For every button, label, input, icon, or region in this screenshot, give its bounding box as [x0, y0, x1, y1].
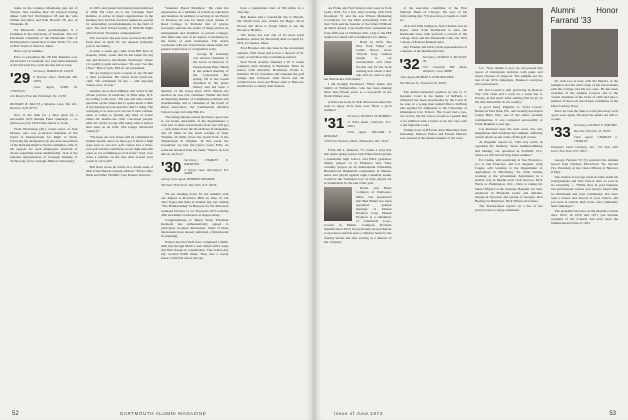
class-header-30	[161, 159, 229, 190]
paragraph: A letter a week ago came from Bill Kerr in Sequoia, Wash., states that he has taken the big step and moved to the Pueblo Northwest "where it is reality is quiet and serene." He says "we like it fine." Best of luck, Bill, in our retirement.	[85, 49, 153, 70]
paragraph: Al Ziegeller reports in, "still very active in operating my business, Texas Alumina-Mining and Mining, our operation in Fairfield, N.J., where we will have Irving Jones' number."	[475, 140, 543, 157]
paragraph: are Frank and Fred Watson who were in from Lyme, N.H., for a few days recently with Fred Kessinger '31 and his son Wilson Marketing Coordinator for the Mail Advertising Club of New York and the founder of the famed Wilmont ad Merit Award. Last month Ken completed his forty-fifth year at Wilmont with a trip to the Hill Studios for lunch and to Kimberly's for dinner.	[324, 6, 392, 39]
paragraph: The Twenty-three reports on a few of the several ways to enjoy retirement.	[475, 204, 543, 213]
paragraph: home in the Catalina Mountains just out of Tucson. One evening they all enjoyed having dinner with Sid Worthington '28 and his wife Wilma and Alice and Paul Howell '28, also in Winnetka, Ill.	[10, 6, 78, 27]
portrait-photo	[324, 41, 352, 75]
secretary-name: Secretary, GEORGE S. MCLEAN, JR.	[422, 56, 467, 64]
paragraph: Robin and Hazel Compton of Pentwater, Mich., has announced that Bud Finkel has been appointed general manager of Mound Products Corp. Mound Products is a subsidiary of Chemicals Corp., located in Miami. Compton Products manufactured 1972, he previously served Denver Corporation and has been a division head for the Stanley Works and after serving as a director of the company.	[324, 186, 392, 244]
paragraph: George Farrand '33 (5) received the Alumni Award from Norman McCulloch '36, Second Vice President of the Class Officers at Hanover in May.	[550, 157, 618, 174]
class-agent-address: Thompson Land Company, Inc., 155 East 44th Street, New York, N.Y. 10017	[550, 144, 618, 153]
paragraph: From Harrisburg (Pa.) comes news of Jack Mosser, who was re-elected chairman of the board of Pennsylvania for Right to Work, following his designation by the state association of the National Right to Work Committee. One of his support for such employees' freedom of choice regarding union membership. Jack is the national representative of Carnegie Institute of Technology (now Carnegie Mellon University).	[10, 126, 78, 164]
paragraph: A good many Pilgrims to "Gold Lavoit" Homes in Fern Park, Fla., and recently developed Laurel Hills, Erie, one of the state's prettiest communities. It was convened successfully at Johns Hopkins a year ago.	[475, 105, 543, 126]
secretary-address: Box 302, Norwich, Vt. 05055	[573, 129, 611, 134]
paragraph: Since he took the time to write (the best), we'll report soon again. We hope the letters are still to be sent.	[550, 108, 618, 122]
paragraph: Fred Bronner who has been in the investment business, Wall Street and is now a director of St. Louis, would show like a retirement natural.	[236, 46, 304, 59]
secretary-address: 330 Grasshill Hill Road, Westport, Conn. 06880	[422, 65, 467, 74]
paragraph: Back in 1976, The New York Times' ad Luther Bacon wrote "Wyvile Gray ordered people to cut carbohydrate and other fat-rich and for his book nothing new about a new unit and we used to play the Nutcracker in Portland."	[324, 39, 392, 81]
paragraph: Ed Clarke, still practicing in San Francisco, Ca. is San Francisco and Los Angeles. John Cappio still working at the Department of Agriculture in Harrisburg, Pa. Dick Jordan, working at the government department in a sizable way in middle level civil services. Dick Ferris in Washington, D.C., Dick is taking his Senior Physics at the Veterans Hospital. Dr. Karl Anderson in Elizabeth writes and remains, though in Syracuse and sprang of Georgia, Don Buckley in Baltimore, Dick Wilson and others.	[475, 157, 543, 203]
page-footer: DARTMOUTH ALUMNI MAGAZINE	[120, 411, 207, 416]
paragraph: Now is the time for a final push for a successful 1974 Alumni Fund campaign — so please put your 1974 Fund dollars to work.	[10, 113, 78, 126]
right-column-1	[324, 6, 392, 404]
class-agent-2: RICHARD H. BALCH, 4 Meadow Lane, Box 491, Hanover, N.H. 03755	[10, 102, 78, 111]
left-column-4	[237, 6, 305, 404]
class-agent: Class Agent, JOHN M. COSTELLO	[10, 84, 78, 93]
class-agent-address: 2709 East Newberry Blvd., Milwaukee, Wis. 53211	[324, 139, 389, 144]
class-header-29	[10, 70, 78, 101]
left-column-1	[10, 6, 78, 404]
paragraph: Tommy Lear, Jeff Evans, Pete Hanrahan, Kent Alexander, Marlow Walter and Everett Marrero were present at the annual banquet of the class.	[399, 127, 467, 141]
class-year: '32	[399, 56, 420, 74]
paragraph: From Jim L. Ransom, '73, comes a story that this entire spring season Jack Ennis David grades a handsome high school, and Bill's grandson, Shelly, played on at Fireplace Wet. They certainly played on an international Friendship Brotherhood Basketball tournament in Buenos Aires and played against eight Canadian teams. Could be the 'Southport boy' as have played out in Saddleback by the end of the year.	[324, 148, 392, 186]
class-agent-address: 330 East 33rd Street, New York, N.Y. 10016	[161, 183, 217, 188]
paragraph: Another one is Karl Phillips, still active in the private practice of medicine, in West Islip, N.Y. According to his note, "I'm one and only cardiac specialist on the island has to spend about a little of my hearing-in-your-practice. Ain't a thing. The belonging is so dead you can see it with a kitten, when it comes to getting any kind of action where the health-care chart concerned people. After all, what's wrong with being what it knows there here as an LDC (the longer developed country)?"	[85, 88, 153, 134]
class-year: '31	[324, 114, 345, 132]
secretary-name: Secretary, RUSSELL H. BOBBITT	[347, 114, 392, 118]
portrait-photo	[324, 187, 352, 221]
page-footer: Issue of June 1974	[334, 411, 383, 416]
paragraph: of the executive committee of the First National Bank of Chicago. He says of his forthcoming trip: "I'll also have to hustle to catch up."	[399, 6, 467, 23]
paragraph: Evelyn and Ted Wolf have completed a 9000-mile trip through Mexico and visited with Louise and Bob Keene in Guadalajara. The twelve-day trip covered 8,000 miles. They also a lovely house 2,200 feet above the city.	[161, 239, 229, 260]
paragraph: A little late is his in. Bob Mason has asked the state to enjoy more than ever. Have a good summer!	[324, 99, 392, 112]
class-agent: Class Agent, WILLIAM E. REDDIAN	[324, 129, 392, 138]
paragraph: have a tremendous view of 300 miles on a clear day.	[236, 6, 304, 15]
paragraph: I am thought Ferdinand "Wild" Kuhn and family of Wilbertsville, who has been making more than fifteen years as a non-profit in the North Walsey area.	[324, 82, 392, 99]
class-year: '33	[550, 124, 571, 142]
paragraph: George H. Kennedy was elected chairman of the board of directors of Pennsylvania Blue Shield at the annual meeting of the corporation this spring. He is the fourth chairman in the plan's history and has been a member of the board since 1955. Before his election he was vice chairman. Wilbur has held an imposing number of community positions and chairmanships and is chairman of the board of Dunn Associates, the Cumberland Medical School Group in Camp Hill, Pa.	[161, 52, 229, 114]
secretary-name: Secretary, GEORGE F. STROHM	[573, 124, 617, 128]
paragraph: The citation to George reads in some detail his undergraduate and Yale School days as well as his versatility — "While busy in your business and professional careers you always found time for Dartmouth and your community. You have been a trustee and deacon of your church, and you were in church. Red Cross, and community fund campaigns."	[550, 175, 618, 208]
class-agent-address: 302 Monroe St., Evanston, Ill. 60202	[399, 80, 447, 85]
secretary-name: Secretary, HAROLD H. LEICH	[33, 69, 74, 73]
class-agent-address: 222 Bowery Pine Rd. Pittsburgh, Pa. 15238	[10, 94, 66, 99]
paragraph: "We hope our new house will be completed in another month, since we have got it fixed, a high slope next to our new golf course and a three-hole golf and the Caribbean on our right and with water so we swimming pool in front." Karl, how about a reunion on the new tiles around your pouch in our bond?	[85, 134, 153, 164]
paragraph: in 1925, and joined the Pennsylvania Railroad in 1926. He went on to the Carnegie Steel Institute, is active in many organizations in the Reading area and has received numerous awards for outstanding accomplishments in the field of labor. The Jack School faculty of 1929-30 might still tell about "Incentive compensation?"	[85, 6, 153, 35]
paragraph: Bill Irwin wrote an article in a recent issue of Ohio Farm Bureau Journal entitled, "Fewer Ohio Birds and Other Wildlife" (see Feature Section).	[85, 164, 153, 177]
page-number: 53	[609, 411, 616, 417]
award-photo	[551, 29, 619, 77]
paragraph: The spring-release season has been a good one at our home, mid-plane of the Roadrunners. I took part in three seven-bucks races (we will go) — nine miles down the Nook River in sheepskin, and 20 miles in the north reaches of West Virginia. 20 miles down the South Fork of the Shenandoah in Virginia. In this event the Greenbrier we had fun below Great Falls. As someone shouted from the bank, "There's no fool like an old fool."	[161, 114, 229, 156]
paragraph: fol... Now, thanks to you, we can present this report of Indonesian holidays with gains and newer releases of adaptors. The samples are the last of our 1974 campaigns. Thanks to everyone who participated.	[475, 66, 543, 87]
paragraph: Ed Maxwell's oldest granddaughter is a freshman at the University of Vermont. The Job Placement Chairman of the Dartmouth Club of Northwestern Connecticut is Ken Travis '57, son of Bob Travis of Newton, Mass.	[10, 27, 78, 49]
class-agent: Acting Class Agent, HERBERT MESSIER	[161, 177, 215, 182]
group-photo	[475, 8, 543, 64]
paragraph: Ray Frankel and Dick Curtis represented us at a reunion of the Dartmouth Club.	[399, 45, 467, 54]
class-year: '29	[10, 69, 31, 87]
paragraph: The multi-continental position by the U. S. Supreme Court in the matter of DeFunis v. Odegaard has been propounded by the Court in the case of a young man named Marco DeFunis who applied for admission to the University of Washington Law School. The Court had a pre-law record, but the school would not permit him to be admitted with a better score, his case went to the Supreme Court.	[399, 89, 467, 127]
class-agent: Class Agent, ROBERT S. SCHUMACHER	[399, 75, 454, 80]
secretary-address: 3 Jennys Lane, Barrington, R.I. 02806	[184, 167, 229, 176]
paragraph: Stan Wood recently attended a W. T. Grant Company sales meeting in Bermuda. There he visited with Dorothea Hochstadt, Frank L. Vollmers '30 for Dorothea and attended the golf outings that followed. John Wood and his brother-in-law. Stan and Honor went to Hanover, and Bouvier to satisfy their interest.	[236, 59, 304, 89]
article-banner: Alumni Honor Farrand '33	[550, 6, 618, 25]
class-header-33	[551, 124, 619, 155]
paragraph: Jack and Ellie Sampson, Stan Thomas and Al Taylor came from Dartmouth to hear the Dartmouth Glee Club perform a concert of the College choir and the Dartmouth Club, the 1974 College of Eastern Pennsylvania.	[399, 23, 467, 44]
paragraph: Dr. Jack Lee is busy with the Physics of the Arlington and the wide range of his involvement with the College and his two sons. He has been president of the Alumni Council and is the current chairman of the Class of 1933 and also a member of the local association committee of the Third Century Fund.	[550, 79, 618, 108]
page-number: 52	[12, 411, 19, 417]
paragraph: We are winding down for the summer with our dinners at Pocantico Hills on June 15, but don't forget that there is another big one coming "The Homecoming" in Hanover for the Princeton weekend October 11-12. Then into 1975 with the 45th Academic Conference at Aspen Jersey.	[161, 192, 229, 217]
paragraph: Volunteer Board Members." He cited his experiences as a member of boards in education and business. In addition to serving on our Board of Trustees, he was for many years trustee of Reed College in Portland and of private secondary schools, the author of many articles on management and members of private colleges, who must take care of all aspects of planning for the future of each institution. The article concluded with his observations made under the general supervision of a legislative body.	[161, 6, 229, 51]
paragraph: Prior to preceding the '28 Fall Reunion over the October 12 weekend, two class mini-reunions at the Norwich Inn, write the line before long.	[10, 54, 78, 67]
class-year: '30	[161, 158, 182, 176]
paragraph: The Glass has lost one of its most loyal members. Arthur M. Browning died on April 21, 1974, in Chelsea, Mass.	[236, 32, 304, 46]
paragraph: Bob Keene had a wonderful trip to Hawaii. The Worth have also visited Joe Heger '30 in Tucson and drove to Green Valley to see the Woodrow Holmes.	[236, 15, 304, 32]
right-column-4	[551, 6, 619, 404]
left-column-2	[86, 6, 154, 404]
class-header-31	[324, 115, 392, 146]
secretary-name: Secretary, CHARLEY E. RAYMOND	[184, 158, 229, 166]
class-header-32	[400, 56, 468, 87]
paragraph: Dr. Nat Lowell is still practicing in Boston: "my wife Janet and I went on a week trip to Europe, in this April. After retiring first we go on the ship Maastricht in our country."	[475, 87, 543, 104]
paragraph: Congratulations to Henry Stein, President Kennedy has enthusiastically agreed to participate in panel discussions. Some of these discussions have already indicated a firm interest in attending.	[161, 217, 229, 239]
paragraph: We are hoping to have a report at our '29 unit to their profession. He writes from Lynwood, Calif. "No retirement for me — still enjoying classes, now 12 year."	[85, 70, 153, 88]
right-column-3	[475, 6, 543, 404]
class-agent: Class Agent, CHARLES L. CHARLES	[573, 134, 618, 143]
paragraph: Have a good summer.	[14, 49, 44, 54]
left-column-3	[161, 6, 229, 404]
portrait-photo	[161, 53, 189, 87]
right-page	[314, 0, 628, 420]
right-column-2	[400, 6, 468, 404]
secretary-address: 8 Tiverton Place, Bethesda, Md. 20034	[33, 74, 78, 83]
secretary-address: 11 Wiley Road, Charlotte, N.C. 28211	[347, 119, 392, 128]
paragraph: The president has been on the Alumni Council since 1953. In 1970 and 1971 you became president of the Council and have been the Alumni Award Class of 1933.	[550, 209, 618, 226]
paragraph: The sad news has just been received that Bill Irwin died on April 22, our deepest sympathy goes to the family.	[85, 35, 153, 49]
paragraph: Cal Kelstead says the next news day was Magdalene died suddenly this summer, suffering a heart attack as she came off the golf course.	[475, 126, 543, 140]
